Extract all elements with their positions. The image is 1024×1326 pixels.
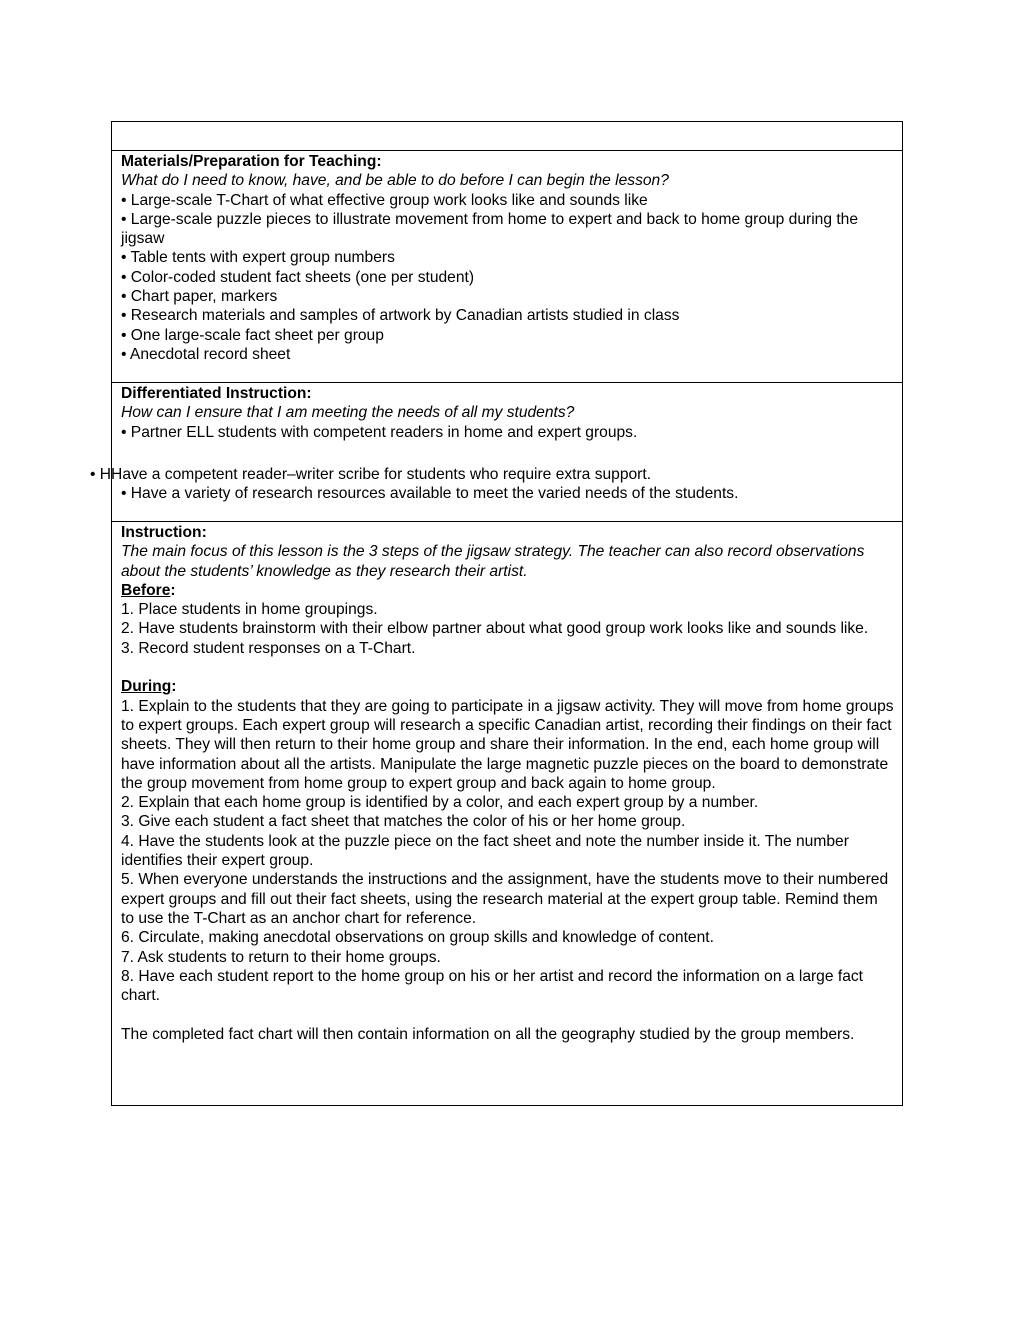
- during-step: 8. Have each student report to the home group on his or her artist and record the information on a large fact chart.: [121, 967, 863, 1005]
- differentiated-item: • Partner ELL students with competent readers in home and expert groups.: [121, 423, 638, 441]
- during-step: 2. Explain that each home group is identified by a color, and each expert group by a number.: [121, 794, 759, 812]
- materials-item: • Chart paper, markers: [121, 288, 278, 306]
- during-step: 3. Give each student a fact sheet that matches the color of his or her home group.: [121, 813, 686, 831]
- lesson-plan-table: [90, 121, 903, 1106]
- before-colon: :: [170, 581, 176, 599]
- during-colon: :: [171, 678, 177, 696]
- materials-item: • Table tents with expert group numbers: [121, 249, 395, 267]
- spacer: [121, 658, 894, 677]
- before-label: Before: [121, 581, 171, 599]
- differentiated-item-misaligned: • HHave a competent reader–writer scribe for students who require extra support.: [90, 466, 652, 483]
- closing-text: The completed fact chart will then contain information on all the geography studied by the group members.: [121, 1025, 855, 1043]
- before-step: 2. Have students brainstorm with their elbow partner about what good group work looks like and sounds like.: [121, 620, 869, 638]
- before-step: 1. Place students in home groupings.: [121, 601, 378, 619]
- materials-item: • Anecdotal record sheet: [121, 345, 291, 363]
- instruction-heading: Instruction:: [121, 524, 207, 541]
- materials-item: • Large-scale T-Chart of what effective group work looks like and sounds like: [121, 191, 648, 209]
- during-step: 6. Circulate, making anecdotal observations on group skills and knowledge of content.: [121, 929, 714, 947]
- differentiated-question: How can I ensure that I am meeting the needs of all my students?: [121, 404, 575, 422]
- before-step: 3. Record student responses on a T-Chart.: [121, 639, 416, 657]
- materials-item: • One large-scale fact sheet per group: [121, 326, 384, 344]
- during-step: 4. Have the students look at the puzzle piece on the fact sheet and note the number inside it. The number identifies their expert group.: [121, 832, 849, 870]
- during-label: During: [121, 678, 172, 696]
- during-step: 5. When everyone understands the instructions and the assignment, have the students move to their numbered expert groups and fill out their fact sheets, using the research material at the expert group table. Remind them to use the T-Chart as an anchor chart for reference.: [121, 871, 889, 927]
- materials-item: • Research materials and samples of artwork by Canadian artists studied in class: [121, 307, 680, 325]
- materials-item: • Large-scale puzzle pieces to illustrate movement from home to expert and back to home group during the jigsaw: [121, 210, 859, 248]
- instruction-focus: The main focus of this lesson is the 3 steps of the jigsaw strategy. The teacher can also record observations about the students’ knowledge as they research their artist.: [121, 543, 865, 580]
- differentiated-heading: Differentiated Instruction:: [121, 385, 312, 402]
- differentiated-item: • Have a variety of research resources available to meet the varied needs of the students.: [121, 485, 739, 502]
- materials-question: What do I need to know, have, and be able to do before I can begin the lesson?: [121, 172, 669, 190]
- during-step: 7. Ask students to return to their home groups.: [121, 948, 441, 966]
- instruction-section: [112, 521, 902, 1105]
- materials-item: • Color-coded student fact sheets (one per student): [121, 268, 475, 286]
- materials-heading: Materials/Preparation for Teaching:: [121, 153, 382, 170]
- during-step: 1. Explain to the students that they are going to participate in a jigsaw activity. They will move from home groups to expert groups. Each expert group will research a specific Canadian artist, recording their findings on their fact sheets. They will then return to their home group and share their information. In the end, each home group will have information about all the artists. Manipulate the large magnetic puzzle pieces on the board to demonstrate the group movement from home group to expert group and back again to home group.: [121, 697, 894, 792]
- spacer: [121, 1005, 894, 1024]
- during-heading: [121, 677, 894, 696]
- before-heading: [121, 581, 894, 600]
- empty-header-row: [112, 122, 902, 150]
- materials-section: [112, 150, 902, 382]
- differentiated-section: [90, 382, 902, 521]
